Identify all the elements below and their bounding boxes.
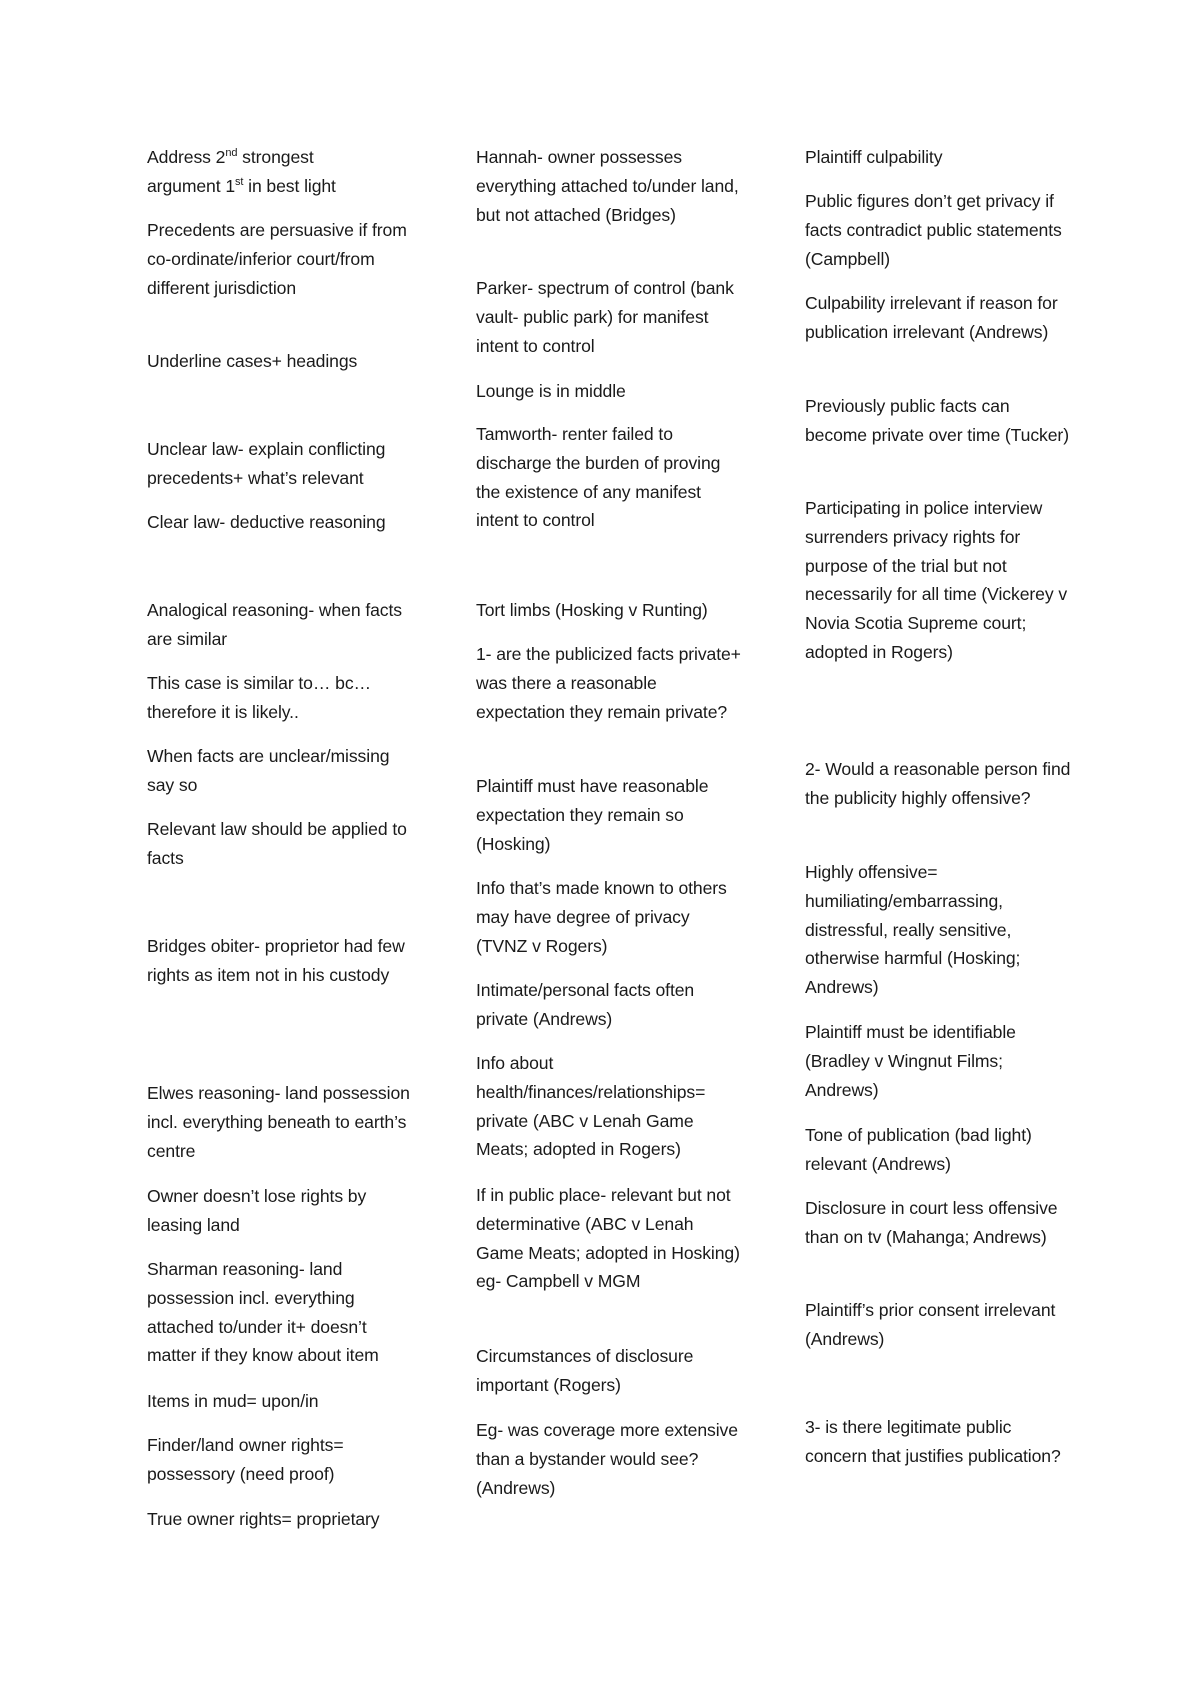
note-paragraph: Plaintiff’s prior consent irrelevant (Andrews): [805, 1300, 1056, 1349]
note-paragraph: Public figures don’t get privacy if facts contradict public statements (Campbell): [805, 191, 1062, 269]
note-paragraph: Highly offensive= humiliating/embarrassing, distressful, really sensitive, otherwise harmful (Hosking; Andrews): [805, 862, 1021, 998]
note-paragraph: True owner rights= proprietary: [147, 1509, 380, 1529]
note-paragraph: Circumstances of disclosure important (Rogers): [476, 1346, 694, 1395]
note-paragraph: Owner doesn’t lose rights by leasing land: [147, 1186, 367, 1235]
note-paragraph: Lounge is in middle: [476, 381, 626, 401]
note-paragraph: 3- is there legitimate public concern that justifies publication?: [805, 1417, 1061, 1466]
note-paragraph: Sharman reasoning- land possession incl. everything attached to/under it+ doesn’t matter if they know about item: [147, 1259, 379, 1366]
note-paragraph: Disclosure in court less offensive than on tv (Mahanga; Andrews): [805, 1198, 1058, 1247]
note-paragraph: 2- Would a reasonable person find the publicity highly offensive?: [805, 759, 1071, 808]
note-paragraph: Precedents are persuasive if from co-ordinate/inferior court/from different jurisdiction: [147, 220, 407, 298]
note-paragraph: Info that’s made known to others may have degree of privacy (TVNZ v Rogers): [476, 878, 727, 956]
note-paragraph: argument 1st in best light: [147, 176, 336, 196]
note-paragraph: When facts are unclear/missing say so: [147, 746, 390, 795]
note-paragraph: Items in mud= upon/in: [147, 1391, 319, 1411]
note-paragraph: Analogical reasoning- when facts are similar: [147, 600, 402, 649]
note-paragraph: Plaintiff must be identifiable (Bradley v Wingnut Films; Andrews): [805, 1022, 1016, 1100]
note-paragraph: Underline cases+ headings: [147, 351, 358, 371]
note-paragraph: Bridges obiter- proprietor had few rights as item not in his custody: [147, 936, 405, 985]
note-paragraph: Intimate/personal facts often private (Andrews): [476, 980, 695, 1029]
note-paragraph: Unclear law- explain conflicting precedents+ what’s relevant: [147, 439, 386, 488]
note-paragraph: Clear law- deductive reasoning: [147, 512, 386, 532]
note-paragraph: Address 2nd strongest: [147, 147, 314, 167]
note-paragraph: Tort limbs (Hosking v Runting): [476, 600, 708, 620]
note-paragraph: Info about health/finances/relationships= private (ABC v Lenah Game Meats; adopted in Rogers): [476, 1053, 706, 1160]
note-paragraph: Tone of publication (bad light) relevant (Andrews): [805, 1125, 1032, 1174]
note-paragraph: Finder/land owner rights= possessory (need proof): [147, 1435, 344, 1484]
note-paragraph: Previously public facts can become private over time (Tucker): [805, 396, 1069, 445]
note-paragraph: Eg- was coverage more extensive than a bystander would see? (Andrews): [476, 1420, 738, 1498]
note-paragraph: Hannah- owner possesses everything attached to/under land, but not attached (Bridges): [476, 147, 739, 225]
note-paragraph: This case is similar to… bc… therefore it is likely..: [147, 673, 372, 722]
note-paragraph: Parker- spectrum of control (bank vault- public park) for manifest intent to control: [476, 278, 734, 356]
note-paragraph: Plaintiff culpability: [805, 147, 943, 167]
note-paragraph: Tamworth- renter failed to discharge the burden of proving the existence of any manifest intent to control: [476, 424, 721, 531]
note-paragraph: If in public place- relevant but not determinative (ABC v Lenah Game Meats; adopted in Hosking) eg- Campbell v MGM: [476, 1185, 740, 1292]
note-paragraph: Plaintiff must have reasonable expectation they remain so (Hosking): [476, 776, 709, 854]
note-paragraph: Elwes reasoning- land possession incl. everything beneath to earth’s centre: [147, 1083, 410, 1161]
note-paragraph: Relevant law should be applied to facts: [147, 819, 407, 868]
note-paragraph: 1- are the publicized facts private+ was there a reasonable expectation they remain private?: [476, 644, 741, 722]
note-paragraph: Participating in police interview surrenders privacy rights for purpose of the trial but not necessarily for all time (Vickerey v Novia Scotia Supreme court; adopted in Rogers): [805, 498, 1068, 662]
note-paragraph: Culpability irrelevant if reason for publication irrelevant (Andrews): [805, 293, 1058, 342]
